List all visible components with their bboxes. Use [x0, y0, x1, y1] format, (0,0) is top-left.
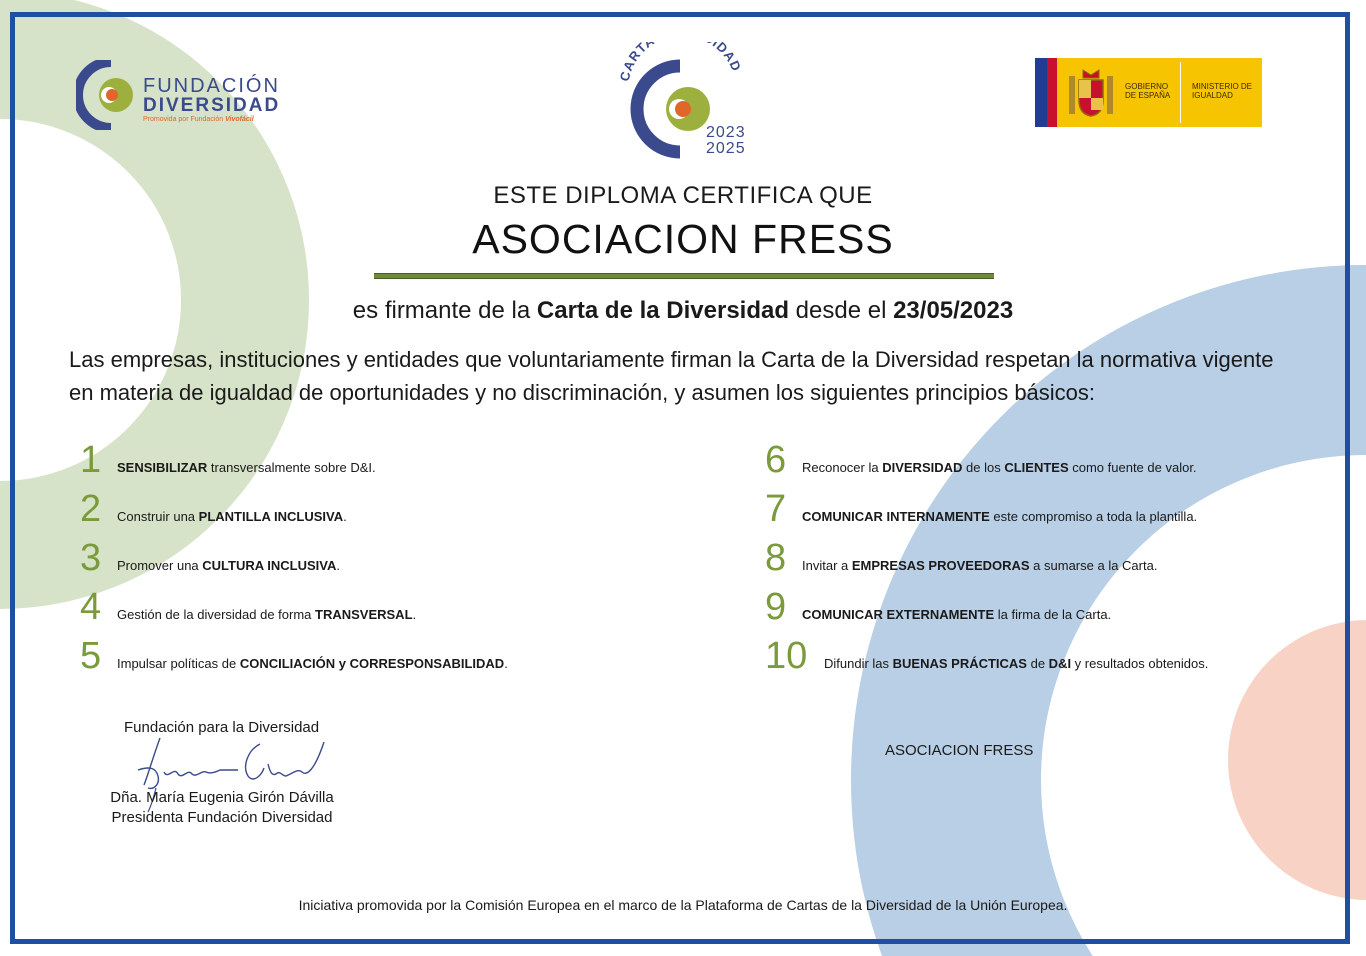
title-rule [374, 273, 994, 279]
principle-text: SENSIBILIZAR transversalmente sobre D&I. [117, 460, 376, 475]
gobierno-separator [1180, 62, 1181, 123]
principle-text: Construir una PLANTILLA INCLUSIVA. [117, 509, 347, 524]
principle-number: 10 [765, 635, 808, 677]
principle-text: Reconocer la DIVERSIDAD de los CLIENTES como fuente de valor. [802, 460, 1197, 475]
charter-name: Carta de la Diversidad [536, 297, 789, 324]
fundacion-logo-tagline: Promovida por Fundación Vivofácil [143, 116, 254, 123]
principle-text: Gestión de la diversidad de forma TRANSVERSAL. [117, 607, 417, 622]
carta-year-end: 2025 [706, 140, 746, 157]
spain-flag-strip [1047, 58, 1057, 127]
principle-number: 2 [80, 488, 102, 530]
fundacion-logo-line1: FUNDACIÓN [143, 75, 280, 97]
signatory-name-block [110, 788, 334, 828]
principle-text: Promover una CULTURA INCLUSIVA. [117, 558, 340, 573]
fundacion-logo-line2: DIVERSIDAD [143, 95, 281, 116]
principle-number: 8 [765, 537, 787, 579]
principle-number: 9 [765, 586, 787, 628]
principle-number: 6 [765, 439, 787, 481]
carta-year-start: 2023 [706, 124, 746, 141]
principle-number: 7 [765, 488, 787, 530]
svg-text:CARTA DIVERSIDAD [617, 42, 745, 83]
gobierno-text: GOBIERNO DE ESPAÑA [1125, 82, 1171, 100]
principle-number: 1 [80, 439, 102, 481]
principle-text: COMUNICAR EXTERNAMENTE la firma de la Carta. [802, 607, 1112, 622]
certificate-heading: ESTE DIPLOMA CERTIFICA QUE [493, 182, 873, 209]
signature-organization: Fundación para la Diversidad [124, 719, 320, 736]
signatory-role: Presidenta Fundación Diversidad [111, 809, 333, 826]
principle-text: Impulsar políticas de CONCILIACIÓN y CORRESPONSABILIDAD. [117, 656, 508, 671]
gobierno-logo [1035, 58, 1262, 127]
fundacion-logo-icon [76, 60, 138, 130]
footer-note: Iniciativa promovida por la Comisión Europea en el marco de la Plataforma de Cartas de la Diversidad de la Unión Europea. [298, 897, 1068, 913]
principle-number: 4 [80, 586, 102, 628]
carta-arc-text: CART IDAD [616, 42, 745, 83]
principle-number: 5 [80, 635, 102, 677]
signatory-name: Dña. María Eugenia Girón Dávilla [110, 789, 334, 806]
principle-text: COMUNICAR INTERNAMENTE este compromiso a toda la plantilla. [802, 509, 1198, 524]
recipient-signature-label: ASOCIACION FRESS [885, 742, 1034, 759]
recipient-name: ASOCIACION FRESS [472, 216, 894, 262]
carta-diversidad-logo [614, 42, 754, 162]
fundacion-diversidad-logo [76, 60, 296, 132]
spanish-coat-of-arms-icon [1063, 66, 1119, 120]
principle-number: 3 [80, 537, 102, 579]
principle-text: Invitar a EMPRESAS PROVEEDORAS a sumarse a la Carta. [802, 558, 1158, 573]
signing-date: 23/05/2023 [893, 297, 1014, 324]
ministerio-text: MINISTERIO DE IGUALDAD [1192, 82, 1253, 100]
intro-paragraph: Las empresas, instituciones y entidades que voluntariamente firman la Carta de la Diversidad respetan la normativa vigente en materia de igualdad de oportunidades y no discriminación, y asumen los siguientes principios básicos: [69, 347, 1274, 405]
principle-text: Difundir las BUENAS PRÁCTICAS de D&I y resultados obtenidos. [824, 656, 1209, 671]
signatory-statement: es firmante de la Carta de la Diversidad desde el 23/05/2023 [352, 297, 1014, 324]
